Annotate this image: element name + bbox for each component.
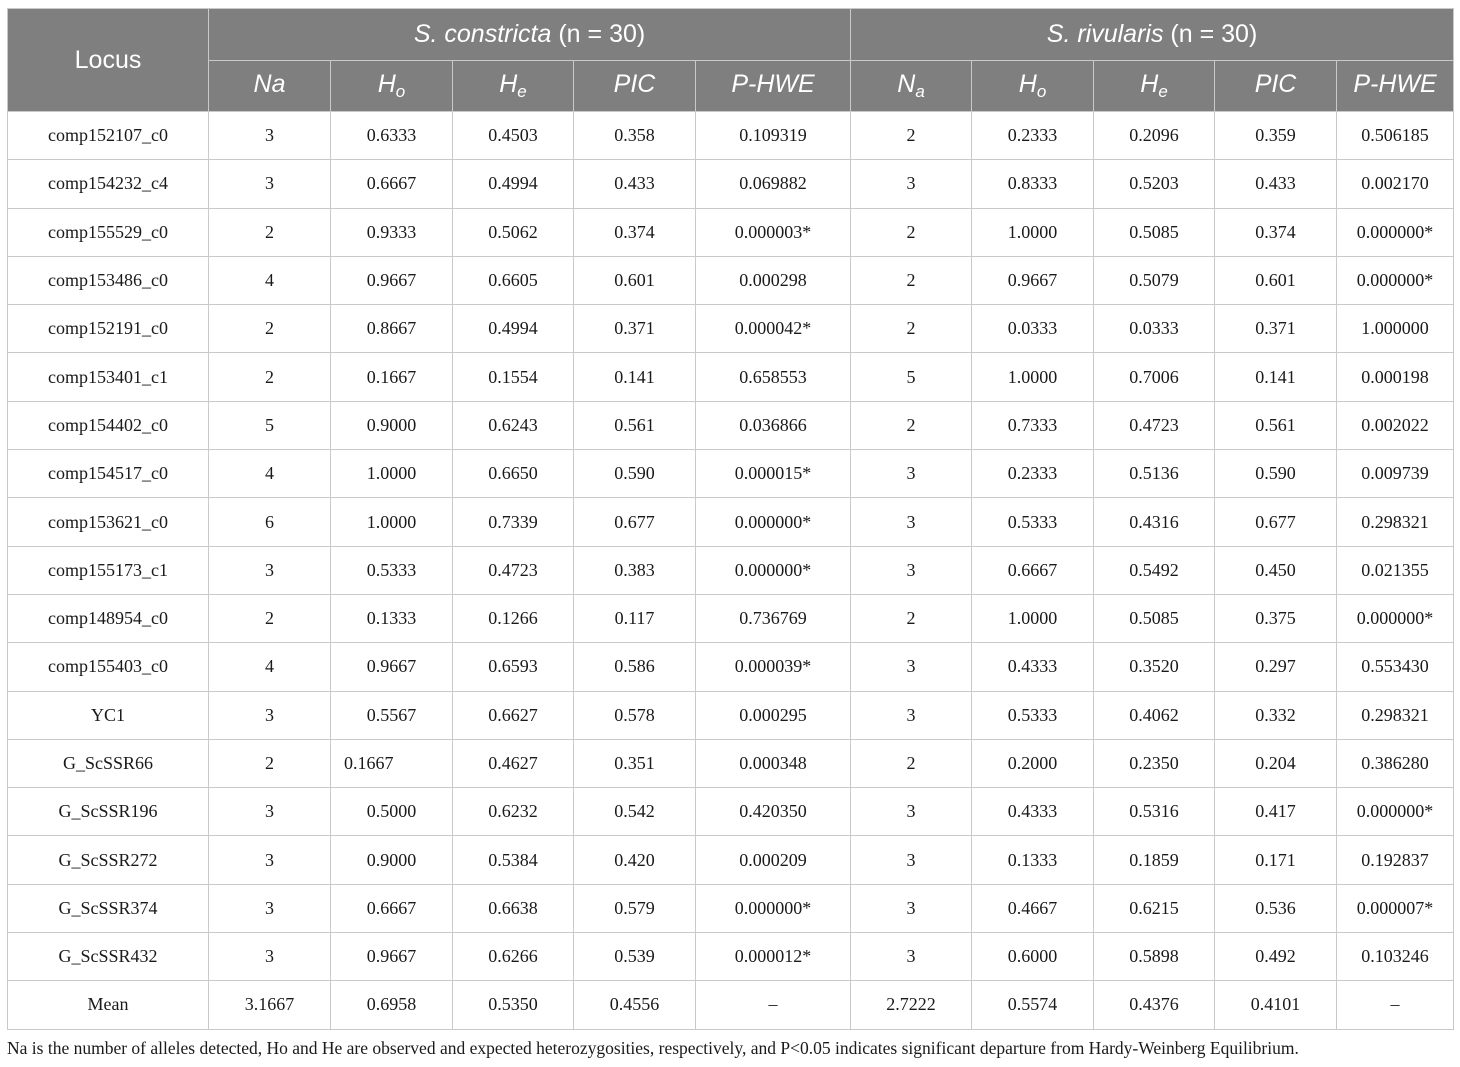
table-cell: 0.117 xyxy=(574,594,696,642)
table-cell: 0.1266 xyxy=(453,594,574,642)
table-cell: 0.9333 xyxy=(331,208,453,256)
table-cell: 0.736769 xyxy=(696,594,851,642)
header-label: H xyxy=(499,70,518,98)
table-cell: 0.9667 xyxy=(331,256,453,304)
table-cell: 0.5333 xyxy=(972,498,1094,546)
table-cell: 3 xyxy=(851,884,972,932)
locus-cell: comp153401_c1 xyxy=(8,353,209,401)
table-cell: 2 xyxy=(851,208,972,256)
table-cell: 0.539 xyxy=(574,933,696,981)
table-cell: 1.000000 xyxy=(1337,305,1454,353)
table-cell: 0.6667 xyxy=(331,884,453,932)
table-row xyxy=(8,594,1454,642)
header-label: H xyxy=(1140,70,1159,98)
table-cell: 3 xyxy=(851,450,972,498)
table-cell: 3 xyxy=(209,546,331,594)
table-cell: 3 xyxy=(851,836,972,884)
table-cell: 0.171 xyxy=(1215,836,1337,884)
table-cell: 0.386280 xyxy=(1337,739,1454,787)
table-cell: 0.3520 xyxy=(1094,643,1215,691)
table-cell: 3 xyxy=(851,498,972,546)
locus-cell: comp154232_c4 xyxy=(8,160,209,208)
table-cell: 0.5079 xyxy=(1094,256,1215,304)
table-cell: 0.1859 xyxy=(1094,836,1215,884)
table-cell: 0.9667 xyxy=(331,933,453,981)
table-cell: 0.000000* xyxy=(696,884,851,932)
table-cell: 3 xyxy=(851,691,972,739)
table-cell: 0.371 xyxy=(1215,305,1337,353)
locus-cell: comp154517_c0 xyxy=(8,450,209,498)
table-footnote: Na is the number of alleles detected, Ho and He are observed and expected heterozygosities, respectively, and P<0.05 indicates significant departure from Hardy-Weinberg Equilibrium. xyxy=(7,1038,1299,1058)
table-cell: 0.358 xyxy=(574,112,696,160)
locus-cell: G_ScSSR66 xyxy=(8,739,209,787)
header-label: H xyxy=(1018,70,1037,98)
table-cell: 0.601 xyxy=(1215,256,1337,304)
col-ho xyxy=(331,61,453,112)
table-cell: 0.5136 xyxy=(1094,450,1215,498)
table-row xyxy=(8,739,1454,787)
table-cell: 0.561 xyxy=(574,401,696,449)
table-cell: 0.6000 xyxy=(972,933,1094,981)
table-cell: 0.5350 xyxy=(453,981,574,1029)
table-cell: 0.4556 xyxy=(574,981,696,1029)
table-cell: 3 xyxy=(209,112,331,160)
col-he xyxy=(453,61,574,112)
table-cell: 0.000295 xyxy=(696,691,851,739)
table-row xyxy=(8,256,1454,304)
locus-cell: G_ScSSR196 xyxy=(8,788,209,836)
table-cell: 0.433 xyxy=(1215,160,1337,208)
table-cell: 0.7006 xyxy=(1094,353,1215,401)
table-cell: 0.298321 xyxy=(1337,498,1454,546)
table-cell: 0.2350 xyxy=(1094,739,1215,787)
table-cell: 0.5085 xyxy=(1094,594,1215,642)
table-cell: 5 xyxy=(209,401,331,449)
col-ho xyxy=(972,61,1094,112)
table-cell: 0.450 xyxy=(1215,546,1337,594)
table-cell: 0.204 xyxy=(1215,739,1337,787)
table-cell: 0.542 xyxy=(574,788,696,836)
table-cell: 0.5567 xyxy=(331,691,453,739)
table-cell: 0.000000* xyxy=(1337,594,1454,642)
table-cell: 0.6667 xyxy=(331,160,453,208)
table-cell: 0.1333 xyxy=(972,836,1094,884)
table-cell: 0.4333 xyxy=(972,643,1094,691)
table-cell: 2 xyxy=(209,739,331,787)
table-cell: 0.1333 xyxy=(331,594,453,642)
table-cell: 0.590 xyxy=(1215,450,1337,498)
table-cell: 0.297 xyxy=(1215,643,1337,691)
table-cell: 0.6958 xyxy=(331,981,453,1029)
header-label: H xyxy=(377,70,396,98)
header-label: N xyxy=(897,70,916,98)
table-row xyxy=(8,884,1454,932)
table-cell: 0.0333 xyxy=(1094,305,1215,353)
col-phwe xyxy=(696,61,851,112)
table-cell: 0.000000* xyxy=(1337,208,1454,256)
table-cell: 0.8667 xyxy=(331,305,453,353)
table-cell: 0.000000* xyxy=(696,498,851,546)
table-cell: 0.5492 xyxy=(1094,546,1215,594)
table-cell: 0.000042* xyxy=(696,305,851,353)
table-cell: 2 xyxy=(209,208,331,256)
table-cell: 0.359 xyxy=(1215,112,1337,160)
header-subscript: a xyxy=(915,82,925,101)
table-cell: 0.5085 xyxy=(1094,208,1215,256)
table-cell: 0.420 xyxy=(574,836,696,884)
table-cell: 0.9667 xyxy=(331,643,453,691)
locus-cell: Mean xyxy=(8,981,209,1029)
table-cell: 0.536 xyxy=(1215,884,1337,932)
table-cell: 0.374 xyxy=(574,208,696,256)
table-cell: 0.5574 xyxy=(972,981,1094,1029)
table-cell: 0.7333 xyxy=(972,401,1094,449)
table-row xyxy=(8,208,1454,256)
table-cell: 0.1554 xyxy=(453,353,574,401)
table-cell: 2 xyxy=(851,401,972,449)
table-cell: 0.6266 xyxy=(453,933,574,981)
table-cell: 0.4101 xyxy=(1215,981,1337,1029)
table-cell: 0.2096 xyxy=(1094,112,1215,160)
locus-cell: comp152107_c0 xyxy=(8,112,209,160)
table-cell: 3 xyxy=(209,884,331,932)
table-cell: 0.141 xyxy=(1215,353,1337,401)
table-cell: 0.4503 xyxy=(453,112,574,160)
header-subscript: o xyxy=(395,82,406,101)
header-subscript: o xyxy=(1036,82,1047,101)
table-cell: 1.0000 xyxy=(331,450,453,498)
species-name: S. constricta xyxy=(413,20,552,48)
table-header xyxy=(8,9,1454,112)
table-cell: 0.000039* xyxy=(696,643,851,691)
table-cell: 6 xyxy=(209,498,331,546)
table-row xyxy=(8,112,1454,160)
table-cell: – xyxy=(696,981,851,1029)
table-cell: 0.6650 xyxy=(453,450,574,498)
table-cell: 3 xyxy=(851,933,972,981)
table-cell: 0.6232 xyxy=(453,788,574,836)
table-cell: 0.579 xyxy=(574,884,696,932)
table-cell: 0.2333 xyxy=(972,450,1094,498)
table-cell: 0.6333 xyxy=(331,112,453,160)
table-cell: 0.601 xyxy=(574,256,696,304)
table-cell: 0.590 xyxy=(574,450,696,498)
table-row xyxy=(8,401,1454,449)
header-label: P-HWE xyxy=(731,70,815,98)
table-cell: 0.4994 xyxy=(453,305,574,353)
table-cell: 0.4723 xyxy=(1094,401,1215,449)
col-he xyxy=(1094,61,1215,112)
table-cell: 0.492 xyxy=(1215,933,1337,981)
table-cell: 0.009739 xyxy=(1337,450,1454,498)
col-na xyxy=(209,61,331,112)
table-cell: 0.2333 xyxy=(972,112,1094,160)
table-cell: 0.375 xyxy=(1215,594,1337,642)
table-cell: 0.371 xyxy=(574,305,696,353)
table-cell: 1.0000 xyxy=(972,353,1094,401)
table-cell: 1.0000 xyxy=(972,208,1094,256)
header-label: PIC xyxy=(1254,70,1297,98)
table-cell: 0.000007* xyxy=(1337,884,1454,932)
table-cell: 0.7339 xyxy=(453,498,574,546)
table-cell: 0.417 xyxy=(1215,788,1337,836)
locus-cell: G_ScSSR432 xyxy=(8,933,209,981)
table-cell: 0.4627 xyxy=(453,739,574,787)
table-cell: 0.036866 xyxy=(696,401,851,449)
table-cell: 0.6605 xyxy=(453,256,574,304)
table-row xyxy=(8,305,1454,353)
locus-cell: comp148954_c0 xyxy=(8,594,209,642)
table-cell: 0.5062 xyxy=(453,208,574,256)
table-cell: 0.586 xyxy=(574,643,696,691)
locus-cell: comp155403_c0 xyxy=(8,643,209,691)
table-cell: 3 xyxy=(851,643,972,691)
table-cell: 0.021355 xyxy=(1337,546,1454,594)
table-cell: 0.141 xyxy=(574,353,696,401)
table-cell: 0.4376 xyxy=(1094,981,1215,1029)
species-name: S. rivularis xyxy=(1046,20,1164,48)
table-cell: 0.9000 xyxy=(331,401,453,449)
table-row xyxy=(8,546,1454,594)
table-cell: 0.4333 xyxy=(972,788,1094,836)
locus-cell: G_ScSSR374 xyxy=(8,884,209,932)
table-row xyxy=(8,788,1454,836)
table-cell: 0.6215 xyxy=(1094,884,1215,932)
header-subscript: e xyxy=(517,82,527,101)
table-cell: 4 xyxy=(209,643,331,691)
table-cell: 0.5333 xyxy=(972,691,1094,739)
table-row xyxy=(8,160,1454,208)
table-cell: 0.000000* xyxy=(696,546,851,594)
table-cell: 1.0000 xyxy=(972,594,1094,642)
table-cell: 0.6243 xyxy=(453,401,574,449)
table-cell: 0.420350 xyxy=(696,788,851,836)
table-cell: 2 xyxy=(851,256,972,304)
mean-row xyxy=(8,981,1454,1029)
table-cell: 3 xyxy=(209,933,331,981)
locus-cell: comp154402_c0 xyxy=(8,401,209,449)
table-cell: 2 xyxy=(209,594,331,642)
data-table xyxy=(7,8,1454,1030)
table-cell: 0.677 xyxy=(574,498,696,546)
table-cell: 0.351 xyxy=(574,739,696,787)
table-cell: 0.000348 xyxy=(696,739,851,787)
col-pic xyxy=(1215,61,1337,112)
table-cell: 0.383 xyxy=(574,546,696,594)
header-label: PIC xyxy=(613,70,656,98)
table-cell: 0.553430 xyxy=(1337,643,1454,691)
table-cell: 0.109319 xyxy=(696,112,851,160)
col-pic xyxy=(574,61,696,112)
table-row xyxy=(8,498,1454,546)
table-cell: 2.7222 xyxy=(851,981,972,1029)
table-cell: 4 xyxy=(209,256,331,304)
table-cell: 4 xyxy=(209,450,331,498)
table-cell: 3.1667 xyxy=(209,981,331,1029)
table-cell: 0.298321 xyxy=(1337,691,1454,739)
locus-cell: YC1 xyxy=(8,691,209,739)
table-cell: 5 xyxy=(851,353,972,401)
table-cell: 0.332 xyxy=(1215,691,1337,739)
table-cell: 0.578 xyxy=(574,691,696,739)
table-cell: 0.000000* xyxy=(1337,788,1454,836)
table-cell: 0.1667 xyxy=(331,739,453,787)
group-header-constricta xyxy=(209,9,851,61)
table-cell: 0.6627 xyxy=(453,691,574,739)
table-cell: 0.6667 xyxy=(972,546,1094,594)
table-cell: 3 xyxy=(851,546,972,594)
table-cell: 0.8333 xyxy=(972,160,1094,208)
table-cell: 0.1667 xyxy=(331,353,453,401)
table-cell: 0.677 xyxy=(1215,498,1337,546)
header-label: P-HWE xyxy=(1353,70,1437,98)
table-cell: 3 xyxy=(209,788,331,836)
table-cell: 0.374 xyxy=(1215,208,1337,256)
locus-cell: G_ScSSR272 xyxy=(8,836,209,884)
table-cell: 0.433 xyxy=(574,160,696,208)
table-cell: 0.5203 xyxy=(1094,160,1215,208)
table-cell: 0.002170 xyxy=(1337,160,1454,208)
table-cell: 0.192837 xyxy=(1337,836,1454,884)
table-cell: 0.9667 xyxy=(972,256,1094,304)
locus-cell: comp153486_c0 xyxy=(8,256,209,304)
table-cell: 0.561 xyxy=(1215,401,1337,449)
sample-size: (n = 30) xyxy=(558,20,646,48)
locus-cell: comp152191_c0 xyxy=(8,305,209,353)
table-cell: 0.4316 xyxy=(1094,498,1215,546)
table-row xyxy=(8,643,1454,691)
col-phwe xyxy=(1337,61,1454,112)
table-cell: 2 xyxy=(851,112,972,160)
table-cell: 0.4667 xyxy=(972,884,1094,932)
table-cell: 0.5333 xyxy=(331,546,453,594)
table-cell: 0.5316 xyxy=(1094,788,1215,836)
table-cell: 2 xyxy=(851,594,972,642)
locus-cell: comp155529_c0 xyxy=(8,208,209,256)
table-cell: 0.103246 xyxy=(1337,933,1454,981)
table-cell: – xyxy=(1337,981,1454,1029)
table-cell: 0.000003* xyxy=(696,208,851,256)
table-row xyxy=(8,836,1454,884)
table-cell: 0.0333 xyxy=(972,305,1094,353)
table-cell: 2 xyxy=(209,305,331,353)
table-cell: 3 xyxy=(209,691,331,739)
table-row xyxy=(8,353,1454,401)
table-cell: 0.000209 xyxy=(696,836,851,884)
group-header-rivularis xyxy=(851,9,1454,61)
table-cell: 0.2000 xyxy=(972,739,1094,787)
table-cell: 0.5898 xyxy=(1094,933,1215,981)
table-cell: 0.002022 xyxy=(1337,401,1454,449)
table-cell: 0.9000 xyxy=(331,836,453,884)
table-cell: 2 xyxy=(851,739,972,787)
table-cell: 0.5000 xyxy=(331,788,453,836)
table-cell: 0.6638 xyxy=(453,884,574,932)
table-cell: 3 xyxy=(851,788,972,836)
col-na xyxy=(851,61,972,112)
table-cell: 0.000298 xyxy=(696,256,851,304)
table-row xyxy=(8,450,1454,498)
table-cell: 0.4062 xyxy=(1094,691,1215,739)
table-cell: 2 xyxy=(851,305,972,353)
table-cell: 0.4994 xyxy=(453,160,574,208)
table-cell: 0.5384 xyxy=(453,836,574,884)
table-row xyxy=(8,691,1454,739)
locus-cell: comp153621_c0 xyxy=(8,498,209,546)
table-cell: 0.6593 xyxy=(453,643,574,691)
table-body xyxy=(8,112,1454,1030)
table-cell: 3 xyxy=(209,160,331,208)
header-label: Na xyxy=(253,70,286,98)
table-cell: 0.000012* xyxy=(696,933,851,981)
table-cell: 0.000015* xyxy=(696,450,851,498)
table-cell: 0.069882 xyxy=(696,160,851,208)
table-cell: 2 xyxy=(209,353,331,401)
table-cell: 0.000000* xyxy=(1337,256,1454,304)
table-cell: 0.000198 xyxy=(1337,353,1454,401)
table-cell: 0.4723 xyxy=(453,546,574,594)
table-cell: 1.0000 xyxy=(331,498,453,546)
table-cell: 0.658553 xyxy=(696,353,851,401)
table-cell: 3 xyxy=(851,160,972,208)
header-subscript: e xyxy=(1158,82,1168,101)
table-cell: 0.506185 xyxy=(1337,112,1454,160)
locus-cell: comp155173_c1 xyxy=(8,546,209,594)
table-row xyxy=(8,933,1454,981)
sample-size: (n = 30) xyxy=(1170,20,1258,48)
table-cell: 3 xyxy=(209,836,331,884)
locus-header: Locus xyxy=(8,9,209,112)
